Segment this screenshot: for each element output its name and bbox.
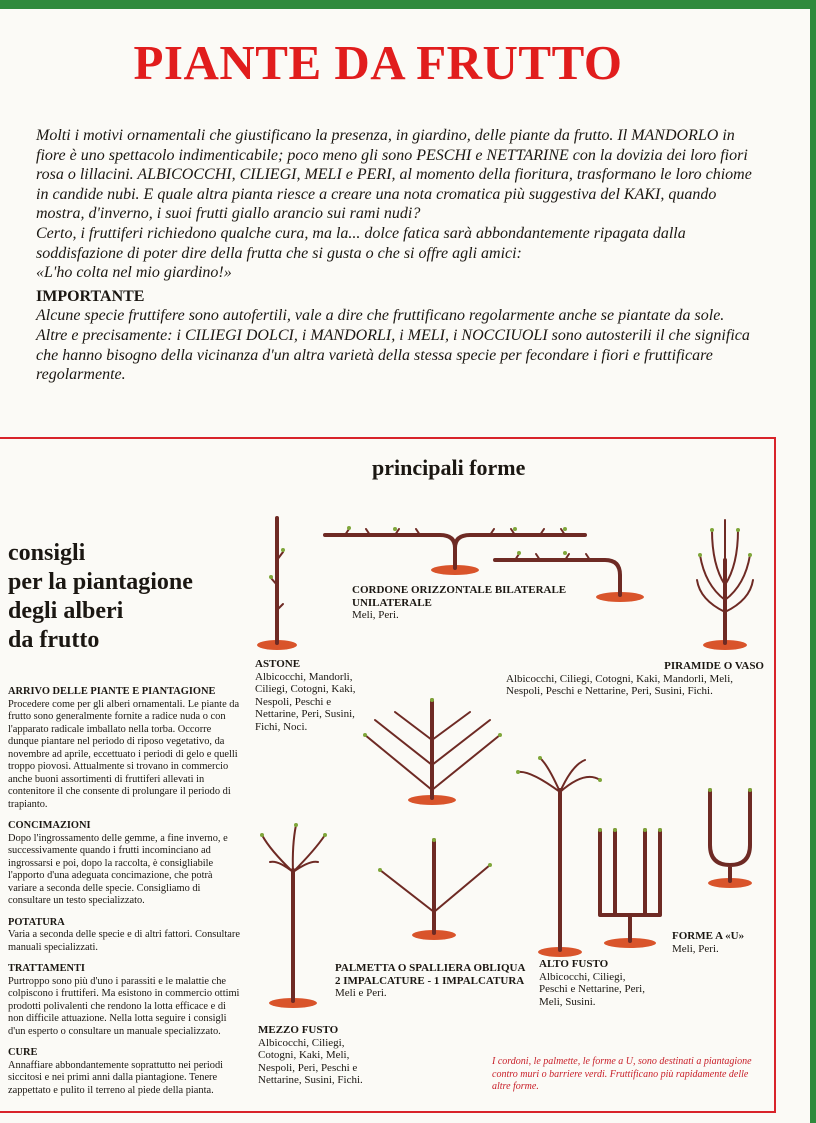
label-alto-fusto <box>539 958 649 1008</box>
form-name: FORME A «U» <box>672 930 745 942</box>
forma-u-doppia-illustration <box>598 828 662 948</box>
page-title: PIANTE DA FRUTTO <box>133 35 623 90</box>
intro-paragraph-2: Certo, i fruttiferi richiedono qualche cura, ma la... dolce fatica sarà abbondantemente ripagata dalla soddisfazione di poter dire della frutta che si gusta o che si offre agli amici: <box>36 224 686 262</box>
palmetta-2-impalcature-illustration <box>363 698 502 805</box>
label-cordone <box>352 584 582 622</box>
consigli-line-3: degli alberi <box>8 598 124 624</box>
form-name: ALTO FUSTO <box>539 958 609 970</box>
forms-footnote: I cordoni, le palmette, le forme a U, sono destinati a piantagione contro muri o barriere verdi. Fruttificano più rapidamente delle altre forme. <box>492 1056 752 1092</box>
astone-tree-illustration <box>257 518 297 650</box>
forms-heading: principali forme <box>372 455 526 480</box>
form-name: ASTONE <box>255 658 301 670</box>
section-text: Procedere come per gli alberi ornamentali. Le piante da frutto sono generalmente fornite a radice nuda o con l'apparato radicale imballato nella torba. Occorre dunque piantare nel periodo di riposo vegetativo, da novembre ad aprile, eccettuato i periodi di gelo e quelli troppo piovosi. Attualmente si trovano in commercio anche buoni assortimenti di fruttiferi allevati in contenitore il che consente di prolungare il periodo di trapianto. <box>8 698 240 810</box>
form-name: CORDONE ORIZZONTALE BILATERALE <box>352 584 567 596</box>
consigli-line-4: da frutto <box>8 627 100 653</box>
section-text: Varia a seconda delle specie e di altri fattori. Consultare manuali specializzati. <box>8 929 240 953</box>
form-name-2: UNILATERALE <box>352 596 432 609</box>
form-name-2: 2 IMPALCATURE - 1 IMPALCATURA <box>335 974 525 987</box>
palmetta-1-impalcatura-illustration <box>378 838 492 940</box>
consigli-line-1: consigli <box>8 540 86 566</box>
section-heading: POTATURA <box>8 916 65 928</box>
section-text: Annaffiare abbondantemente soprattutto nei periodi siccitosi e nei primi anni dalla piantagione. Tenere zappettato e pulito il terreno al piede della pianta. <box>8 1059 224 1096</box>
section-text: Dopo l'ingrossamento delle gemme, a fine inverno, e successivamente quando i frutti incominciano ad ingrossarsi e poi, dopo la raccolta, è consigliabile l'apporto d'una adeguata concimazione, che potrà variare a seconda delle specie. Consigliamo di consultare un testo specializzato. <box>8 832 228 906</box>
important-heading: IMPORTANTE <box>36 287 145 305</box>
mezzo-fusto-illustration <box>260 823 327 1008</box>
section-heading: TRATTAMENTI <box>8 963 85 974</box>
cordone-bilaterale-illustration <box>325 526 585 575</box>
forma-u-semplice-illustration <box>708 788 752 888</box>
form-species: Meli, Peri. <box>672 942 719 955</box>
alto-fusto-illustration <box>516 756 602 957</box>
form-name: PALMETTA O SPALLIERA OBLIQUA <box>335 962 526 974</box>
form-name: PIRAMIDE O VASO <box>664 660 764 672</box>
intro-paragraph-5: Altre e precisamente: i CILIEGI DOLCI, i MANDORLI, i MELI, i NOCCIUOLI sono autosterili il che significa che hanno bisogno della vicinanza d'un altra varietà della stessa specie per fecondare i fiori e fruttificare regolarmente. <box>36 326 750 384</box>
section-heading: CONCIMAZIONI <box>8 820 91 831</box>
form-species: Albicocchi, Mandorli, Ciliegi, Cotogni, Kaki, Nespoli, Peschi e Nettarine, Peri, Susini, Fichi, Noci. <box>255 670 356 733</box>
intro-paragraph-1: Molti i motivi ornamentali che giustificano la presenza, in giardino, delle piante da frutto. Il MANDORLO in fiore è uno spettacolo indimenticabile; poco meno gli sono PESCHI e NETTARINE con la dovizia dei loro fiori rosa o lillacini. ALBICOCCHI, CILIEGI, MELI e PERI, al momento della fioritura, trasformano le loro chiome in candide nubi. E quale altra pianta riesce a creare una nota cromatica più suggestiva del KAKI, quando mostra, d'inverno, i suoi frutti giallo arancio sui rami nudi? <box>36 127 752 223</box>
consigli-line-2: per la piantagione <box>8 569 193 595</box>
form-species: Meli, Peri. <box>352 609 399 621</box>
intro-paragraph-3: «L'ho colta nel mio giardino!» <box>36 264 232 282</box>
form-species: Albicocchi, Ciliegi, Cotogni, Kaki, Meli, Nespoli, Peri, Peschi e Nettarine, Susini, Fichi. <box>258 1036 363 1086</box>
form-name: MEZZO FUSTO <box>258 1024 339 1036</box>
section-heading: CURE <box>8 1047 38 1058</box>
form-species: Albicocchi, Ciliegi, Peschi e Nettarine, Peri, Meli, Susini. <box>539 970 645 1008</box>
section-text: Purtroppo sono più d'uno i parassiti e le malattie che colpiscono i fruttiferi. Ma esistono in commercio ottimi prodotti polivalenti che rendono la lotta efficace e di non difficile attuazione. Nella lotta seguire i consigli d'un esperto o consultare un manuale specializzato. <box>8 975 240 1037</box>
intro-paragraph-4: Alcune specie fruttifere sono autofertili, vale a dire che fruttificano regolarmente anche se piantate da sole. <box>36 307 725 325</box>
form-species: Albicocchi, Ciliegi, Cotogni, Kaki, Mandorli, Meli, Nespoli, Peschi e Nettarine, Peri, Susini, Fichi. <box>506 672 733 697</box>
form-species: Meli e Peri. <box>335 987 387 999</box>
section-heading: ARRIVO DELLE PIANTE E PIANTAGIONE <box>8 686 216 697</box>
label-forme-u <box>672 930 762 955</box>
label-astone <box>255 658 365 733</box>
label-mezzo-fusto <box>258 1024 366 1087</box>
label-piramide <box>506 660 764 698</box>
piramide-illustration <box>697 520 753 650</box>
label-palmetta <box>335 962 535 1000</box>
